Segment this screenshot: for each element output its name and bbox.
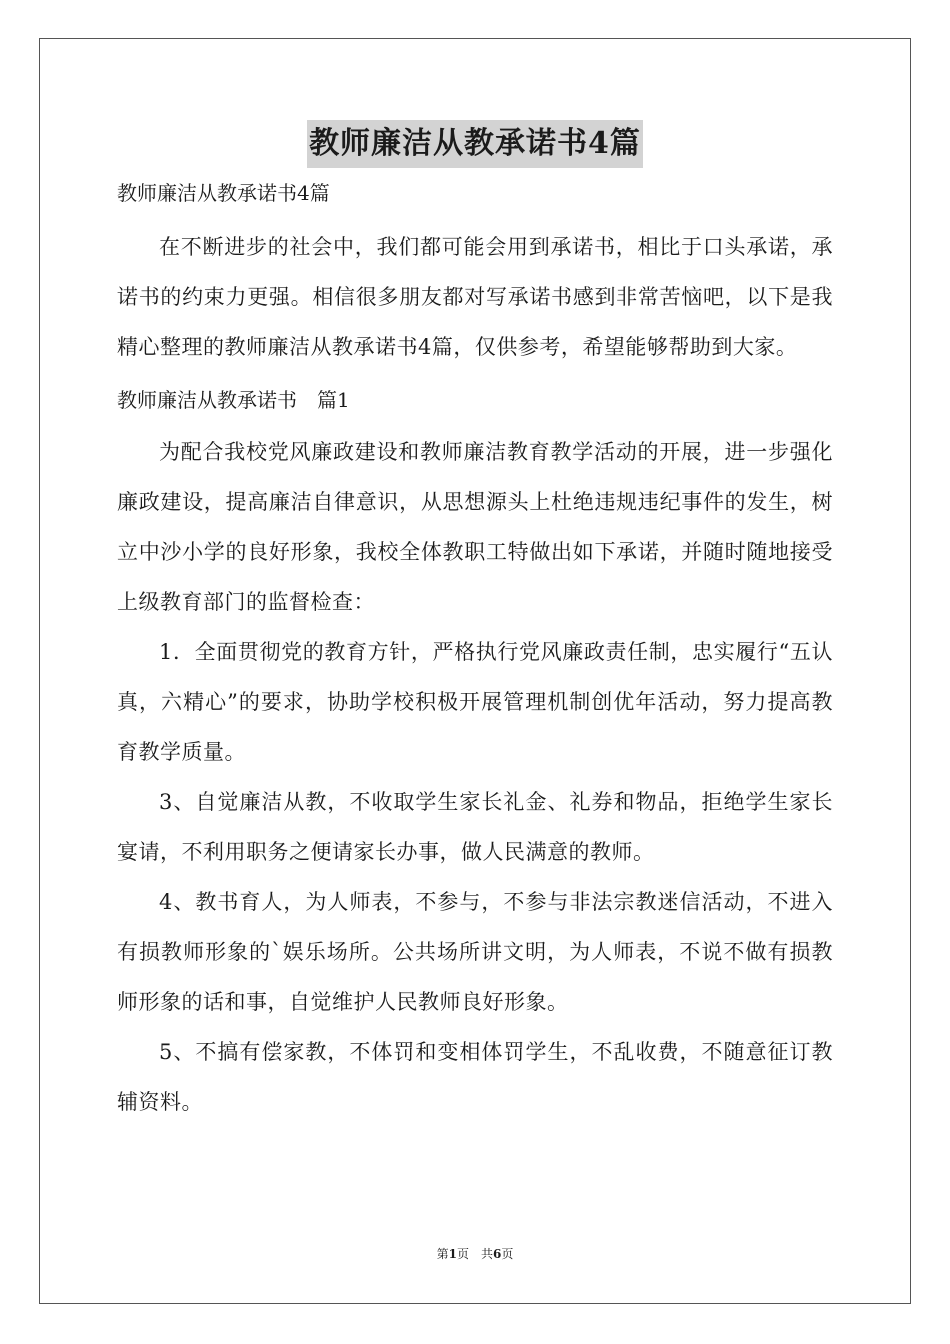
- document-title: 教师廉洁从教承诺书4篇: [307, 120, 643, 168]
- intro-paragraph: 在不断进步的社会中，我们都可能会用到承诺书，相比于口头承诺，承诺书的约束力更强。相信很多朋友都对写承诺书感到非常苦恼吧，以下是我精心整理的教师廉洁从教承诺书4篇，仅供参考，希望能够帮助到大家。: [117, 235, 833, 359]
- body-paragraph-4: 4、教书育人，为人师表，不参与，不参与非法宗教迷信活动，不进入有损教师形象的`娱乐场所。公共场所讲文明，为人师表，不说不做有损教师形象的话和事，自觉维护人民教师良好形象。: [117, 890, 833, 1014]
- page-footer: [0, 1245, 950, 1262]
- body-paragraph-3: 3、自觉廉洁从教，不收取学生家长礼金、礼券和物品，拒绝学生家长宴请，不利用职务之便请家长办事，做人民满意的教师。: [117, 790, 833, 864]
- body-paragraph-1: 为配合我校党风廉政建设和教师廉洁教育教学活动的开展，进一步强化廉政建设，提高廉洁自律意识，从思想源头上杜绝违规违纪事件的发生，树立中沙小学的良好形象，我校全体教职工特做出如下承诺，并随时随地接受上级教育部门的监督检查：: [117, 440, 833, 614]
- title-wrap: [117, 120, 833, 168]
- body-paragraph-2: 1．全面贯彻党的教育方针，严格执行党风廉政责任制，忠实履行“五认真，六精心”的要求，协助学校积极开展管理机制创优年活动，努力提高教育教学质量。: [117, 640, 833, 764]
- footer-total-suffix: 页: [501, 1247, 514, 1261]
- document-subtitle: 教师廉洁从教承诺书4篇: [117, 181, 330, 205]
- footer-page-number: 1: [448, 1247, 457, 1261]
- footer-page-prefix: 第: [436, 1247, 449, 1261]
- footer-page-suffix: 页 共: [456, 1247, 493, 1261]
- body-paragraph-5: 5、不搞有偿家教，不体罚和变相体罚学生，不乱收费，不随意征订教辅资料。: [117, 1040, 833, 1114]
- document-body: [117, 120, 833, 1127]
- footer-total-pages: 6: [493, 1247, 502, 1261]
- section-heading: 教师廉洁从教承诺书 篇1: [117, 388, 350, 412]
